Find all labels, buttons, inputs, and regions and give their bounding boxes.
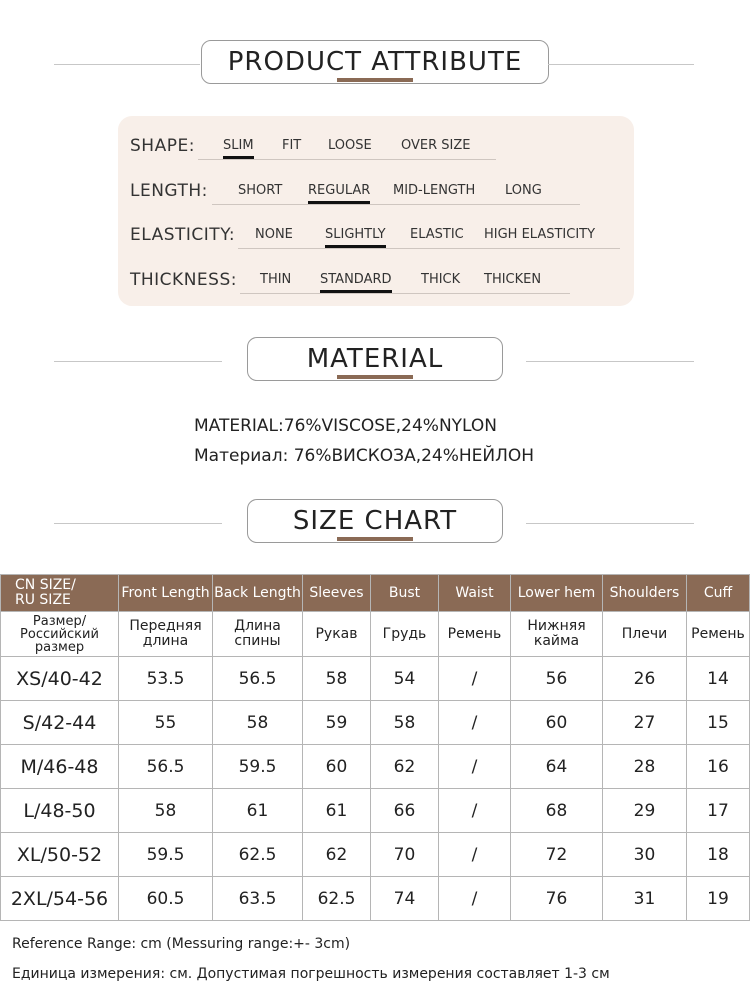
table-cell: 58 (213, 701, 303, 745)
table-cell: 16 (687, 745, 750, 789)
table-cell: 58 (371, 701, 439, 745)
selected-marker (223, 156, 254, 159)
divider-right (526, 361, 694, 362)
attr-row-thickness (118, 258, 634, 298)
table-cell: / (439, 745, 511, 789)
divider-right (526, 523, 694, 524)
table-cell: 63.5 (213, 877, 303, 921)
material-line-ru: Материал: 76%ВИСКОЗА,24%НЕЙЛОН (194, 446, 535, 466)
table-cell: Грудь (371, 612, 439, 657)
table-cell: 62 (371, 745, 439, 789)
attr-underline (238, 248, 620, 249)
table-cell: Back Length (213, 575, 303, 612)
table-cell: Нижняя кайма (511, 612, 603, 657)
table-cell: 18 (687, 833, 750, 877)
attr-option: NONE (255, 227, 293, 242)
section-title: MATERIAL (247, 337, 503, 381)
divider-left (54, 64, 200, 65)
table-cell: 17 (687, 789, 750, 833)
attr-row-elasticity (118, 213, 634, 253)
table-cell: 62.5 (213, 833, 303, 877)
attr-option: THICK (421, 272, 461, 287)
table-cell: Плечи (603, 612, 687, 657)
table-cell: / (439, 657, 511, 701)
attr-row-length (118, 169, 634, 209)
table-cell: 29 (603, 789, 687, 833)
table-cell: 58 (119, 789, 213, 833)
table-row (1, 745, 750, 789)
table-cell: 15 (687, 701, 750, 745)
attr-option: ELASTIC (410, 227, 464, 242)
divider-left (54, 523, 222, 524)
product-attribute-header (0, 40, 750, 88)
table-cell: / (439, 701, 511, 745)
attr-option: OVER SIZE (401, 138, 471, 153)
size-label-cell: CN SIZE/ RU SIZE (1, 575, 119, 612)
table-cell: 59.5 (119, 833, 213, 877)
table-cell: Ремень (439, 612, 511, 657)
table-cell: 14 (687, 657, 750, 701)
material-header (0, 337, 750, 385)
table-cell: 61 (213, 789, 303, 833)
table-cell: / (439, 789, 511, 833)
material-line-en: MATERIAL:76%VISCOSE,24%NYLON (194, 416, 498, 436)
table-cell: 60.5 (119, 877, 213, 921)
size-chart-body (1, 575, 750, 921)
divider-left (54, 361, 222, 362)
attr-label: ELASTICITY: (130, 225, 236, 245)
table-cell: 31 (603, 877, 687, 921)
title-accent-bar (337, 537, 413, 541)
attr-option: SHORT (238, 183, 283, 198)
table-cell: Waist (439, 575, 511, 612)
size-label-cell: M/46-48 (1, 745, 119, 789)
table-cell: 56.5 (213, 657, 303, 701)
table-cell: 74 (371, 877, 439, 921)
table-cell: 66 (371, 789, 439, 833)
table-cell: 27 (603, 701, 687, 745)
table-cell: 55 (119, 701, 213, 745)
attr-option: FIT (282, 138, 302, 153)
attr-label: LENGTH: (130, 181, 208, 201)
reference-note-ru: Единица измерения: см. Допустимая погрешность измерения составляет 1-3 см (12, 966, 610, 982)
size-label-cell: 2XL/54-56 (1, 877, 119, 921)
table-cell: 62.5 (303, 877, 371, 921)
attr-option: LOOSE (328, 138, 372, 153)
attr-option: STANDARD (320, 272, 392, 287)
attr-option: THICKEN (484, 272, 542, 287)
section-title: SIZE CHART (247, 499, 503, 543)
table-cell: 59.5 (213, 745, 303, 789)
table-cell: 56.5 (119, 745, 213, 789)
size-label-cell: Размер/ Российский размер (1, 612, 119, 657)
table-cell: Bust (371, 575, 439, 612)
size-label-cell: XS/40-42 (1, 657, 119, 701)
size-label-cell: S/42-44 (1, 701, 119, 745)
table-cell: 60 (303, 745, 371, 789)
size-label-cell: XL/50-52 (1, 833, 119, 877)
table-row (1, 877, 750, 921)
attr-underline (240, 293, 570, 294)
attr-option: THIN (260, 272, 292, 287)
title-accent-bar (337, 375, 413, 379)
table-cell: Длина спины (213, 612, 303, 657)
table-cell: 30 (603, 833, 687, 877)
table-cell: 59 (303, 701, 371, 745)
table-cell: Передняя длина (119, 612, 213, 657)
size-label-cell: L/48-50 (1, 789, 119, 833)
attr-option: SLIGHTLY (325, 227, 386, 242)
table-cell: 61 (303, 789, 371, 833)
table-cell: Lower hem (511, 575, 603, 612)
table-cell: 60 (511, 701, 603, 745)
attr-underline (198, 159, 496, 160)
table-cell: 28 (603, 745, 687, 789)
table-cell: Cuff (687, 575, 750, 612)
table-cell: / (439, 833, 511, 877)
table-row (1, 789, 750, 833)
attribute-panel (118, 116, 634, 306)
table-cell: Shoulders (603, 575, 687, 612)
selected-marker (308, 201, 370, 204)
table-cell: 64 (511, 745, 603, 789)
selected-marker (320, 290, 392, 293)
table-cell: Sleeves (303, 575, 371, 612)
table-cell: Front Length (119, 575, 213, 612)
table-cell: 19 (687, 877, 750, 921)
table-cell: 56 (511, 657, 603, 701)
attr-label: THICKNESS: (130, 270, 237, 290)
table-cell: 68 (511, 789, 603, 833)
attr-option: SLIM (223, 138, 254, 153)
table-row (1, 657, 750, 701)
table-cell: 72 (511, 833, 603, 877)
reference-note-en: Reference Range: cm (Messuring range:+- 3cm) (12, 936, 351, 952)
divider-right (548, 64, 694, 65)
attr-option: HIGH ELASTICITY (484, 227, 596, 242)
selected-marker (325, 245, 386, 248)
table-header-en (1, 575, 750, 612)
size-chart-header (0, 499, 750, 547)
table-cell: Ремень (687, 612, 750, 657)
attr-option: LONG (505, 183, 542, 198)
table-row (1, 833, 750, 877)
title-accent-bar (337, 78, 413, 82)
table-cell: 76 (511, 877, 603, 921)
attr-row-shape (118, 124, 634, 164)
table-cell: Рукав (303, 612, 371, 657)
attr-underline (212, 204, 580, 205)
table-row (1, 701, 750, 745)
table-cell: 62 (303, 833, 371, 877)
table-cell: 54 (371, 657, 439, 701)
section-title: PRODUCT ATTRIBUTE (201, 40, 549, 84)
table-cell: 58 (303, 657, 371, 701)
attr-label: SHAPE: (130, 136, 195, 156)
attr-option: REGULAR (308, 183, 370, 198)
table-cell: 70 (371, 833, 439, 877)
size-chart-table (0, 574, 750, 921)
attr-option: MID-LENGTH (393, 183, 476, 198)
table-cell: 53.5 (119, 657, 213, 701)
table-cell: 26 (603, 657, 687, 701)
table-header-ru (1, 612, 750, 657)
table-cell: / (439, 877, 511, 921)
